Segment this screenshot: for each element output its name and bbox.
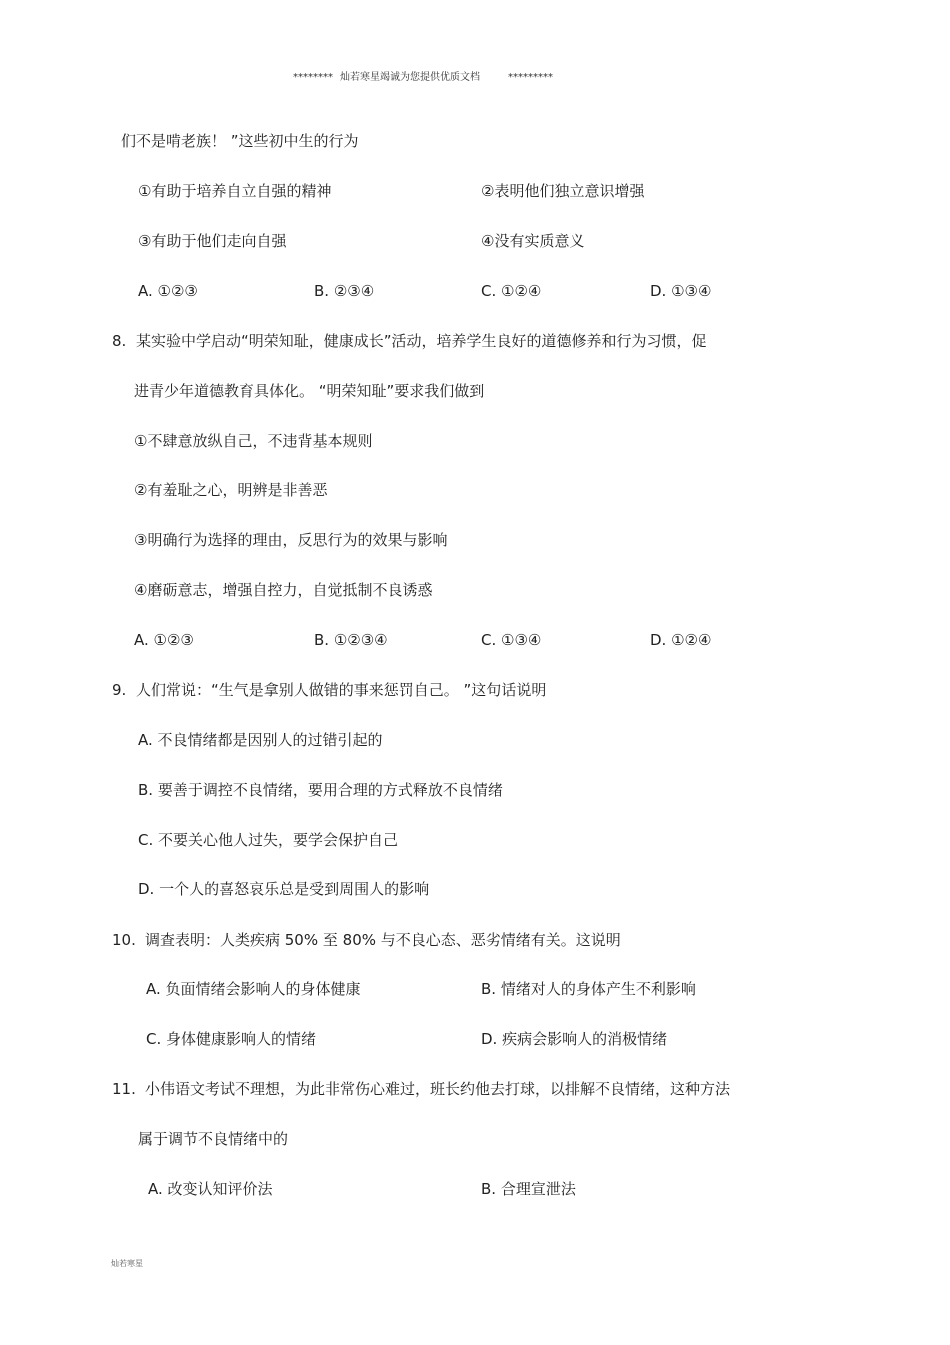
q8-item-4: ④磨砺意志，增强自控力，自觉抵制不良诱惑 (134, 581, 433, 599)
q10-option-c: C. 身体健康影响人的情绪 (146, 1030, 317, 1048)
q11-stem: 小伟语文考试不理想，为此非常伤心难过，班长约他去打球，以排解不良情绪，这种方法 (145, 1080, 731, 1098)
q11-option-b: B. 合理宣泄法 (481, 1180, 576, 1198)
q9-stem: 人们常说：“生气是拿别人做错的事来惩罚自己。 ”这句话说明 (136, 681, 547, 699)
q8-stem-cont: 进青少年道德教育具体化。 “明荣知耻”要求我们做到 (134, 382, 485, 400)
q10-option-b: B. 情绪对人的身体产生不利影响 (481, 980, 696, 998)
q8-number: 8. (112, 332, 127, 350)
header-title: 灿若寒星竭诚为您提供优质文档 (340, 72, 480, 83)
header-right-stars: ********* (508, 72, 553, 83)
q7-option-d: D. ①③④ (650, 282, 712, 300)
q7-option-a: A. ①②③ (138, 282, 198, 300)
header-left-stars: ******** (293, 72, 333, 83)
q9-option-d: D. 一个人的喜怒哀乐总是受到周围人的影响 (138, 880, 430, 898)
q10-number: 10. (112, 931, 136, 949)
q9-number: 9. (112, 681, 127, 699)
q7-option-c: C. ①②④ (481, 282, 542, 300)
q10-option-a: A. 负面情绪会影响人的身体健康 (146, 980, 361, 998)
page-footer: 灿若寒星 (111, 1259, 143, 1268)
q8-option-a: A. ①②③ (134, 631, 194, 649)
q8-stem: 某实验中学启动“明荣知耻，健康成长”活动，培养学生良好的道德修养和行为习惯，促 (136, 332, 707, 350)
q8-option-b: B. ①②③④ (314, 631, 388, 649)
q8-item-3: ③明确行为选择的理由，反思行为的效果与影响 (134, 531, 448, 549)
q9-option-b: B. 要善于调控不良情绪，要用合理的方式释放不良情绪 (138, 781, 503, 799)
q11-stem-cont: 属于调节不良情绪中的 (138, 1130, 289, 1148)
q10-option-d: D. 疾病会影响人的消极情绪 (481, 1030, 668, 1048)
q10-stem: 调查表明：人类疾病 50% 至 80% 与不良心态、恶劣情绪有关。这说明 (145, 931, 621, 949)
q7-option-b: B. ②③④ (314, 282, 375, 300)
q8-option-c: C. ①③④ (481, 631, 542, 649)
q9-option-a: A. 不良情绪都是因别人的过错引起的 (138, 731, 383, 749)
q7-item-2: ②表明他们独立意识增强 (481, 182, 645, 200)
q7-stem-tail: 们不是啃老族！ ”这些初中生的行为 (121, 132, 359, 150)
q9-option-c: C. 不要关心他人过失，要学会保护自己 (138, 831, 399, 849)
q7-item-3: ③有助于他们走向自强 (138, 232, 287, 250)
q11-option-a: A. 改变认知评价法 (148, 1180, 273, 1198)
q8-item-2: ②有羞耻之心，明辨是非善恶 (134, 481, 328, 499)
q8-item-1: ①不肆意放纵自己，不违背基本规则 (134, 432, 373, 450)
q11-number: 11. (112, 1080, 136, 1098)
q7-item-4: ④没有实质意义 (481, 232, 585, 250)
q8-option-d: D. ①②④ (650, 631, 712, 649)
q7-item-1: ①有助于培养自立自强的精神 (138, 182, 332, 200)
